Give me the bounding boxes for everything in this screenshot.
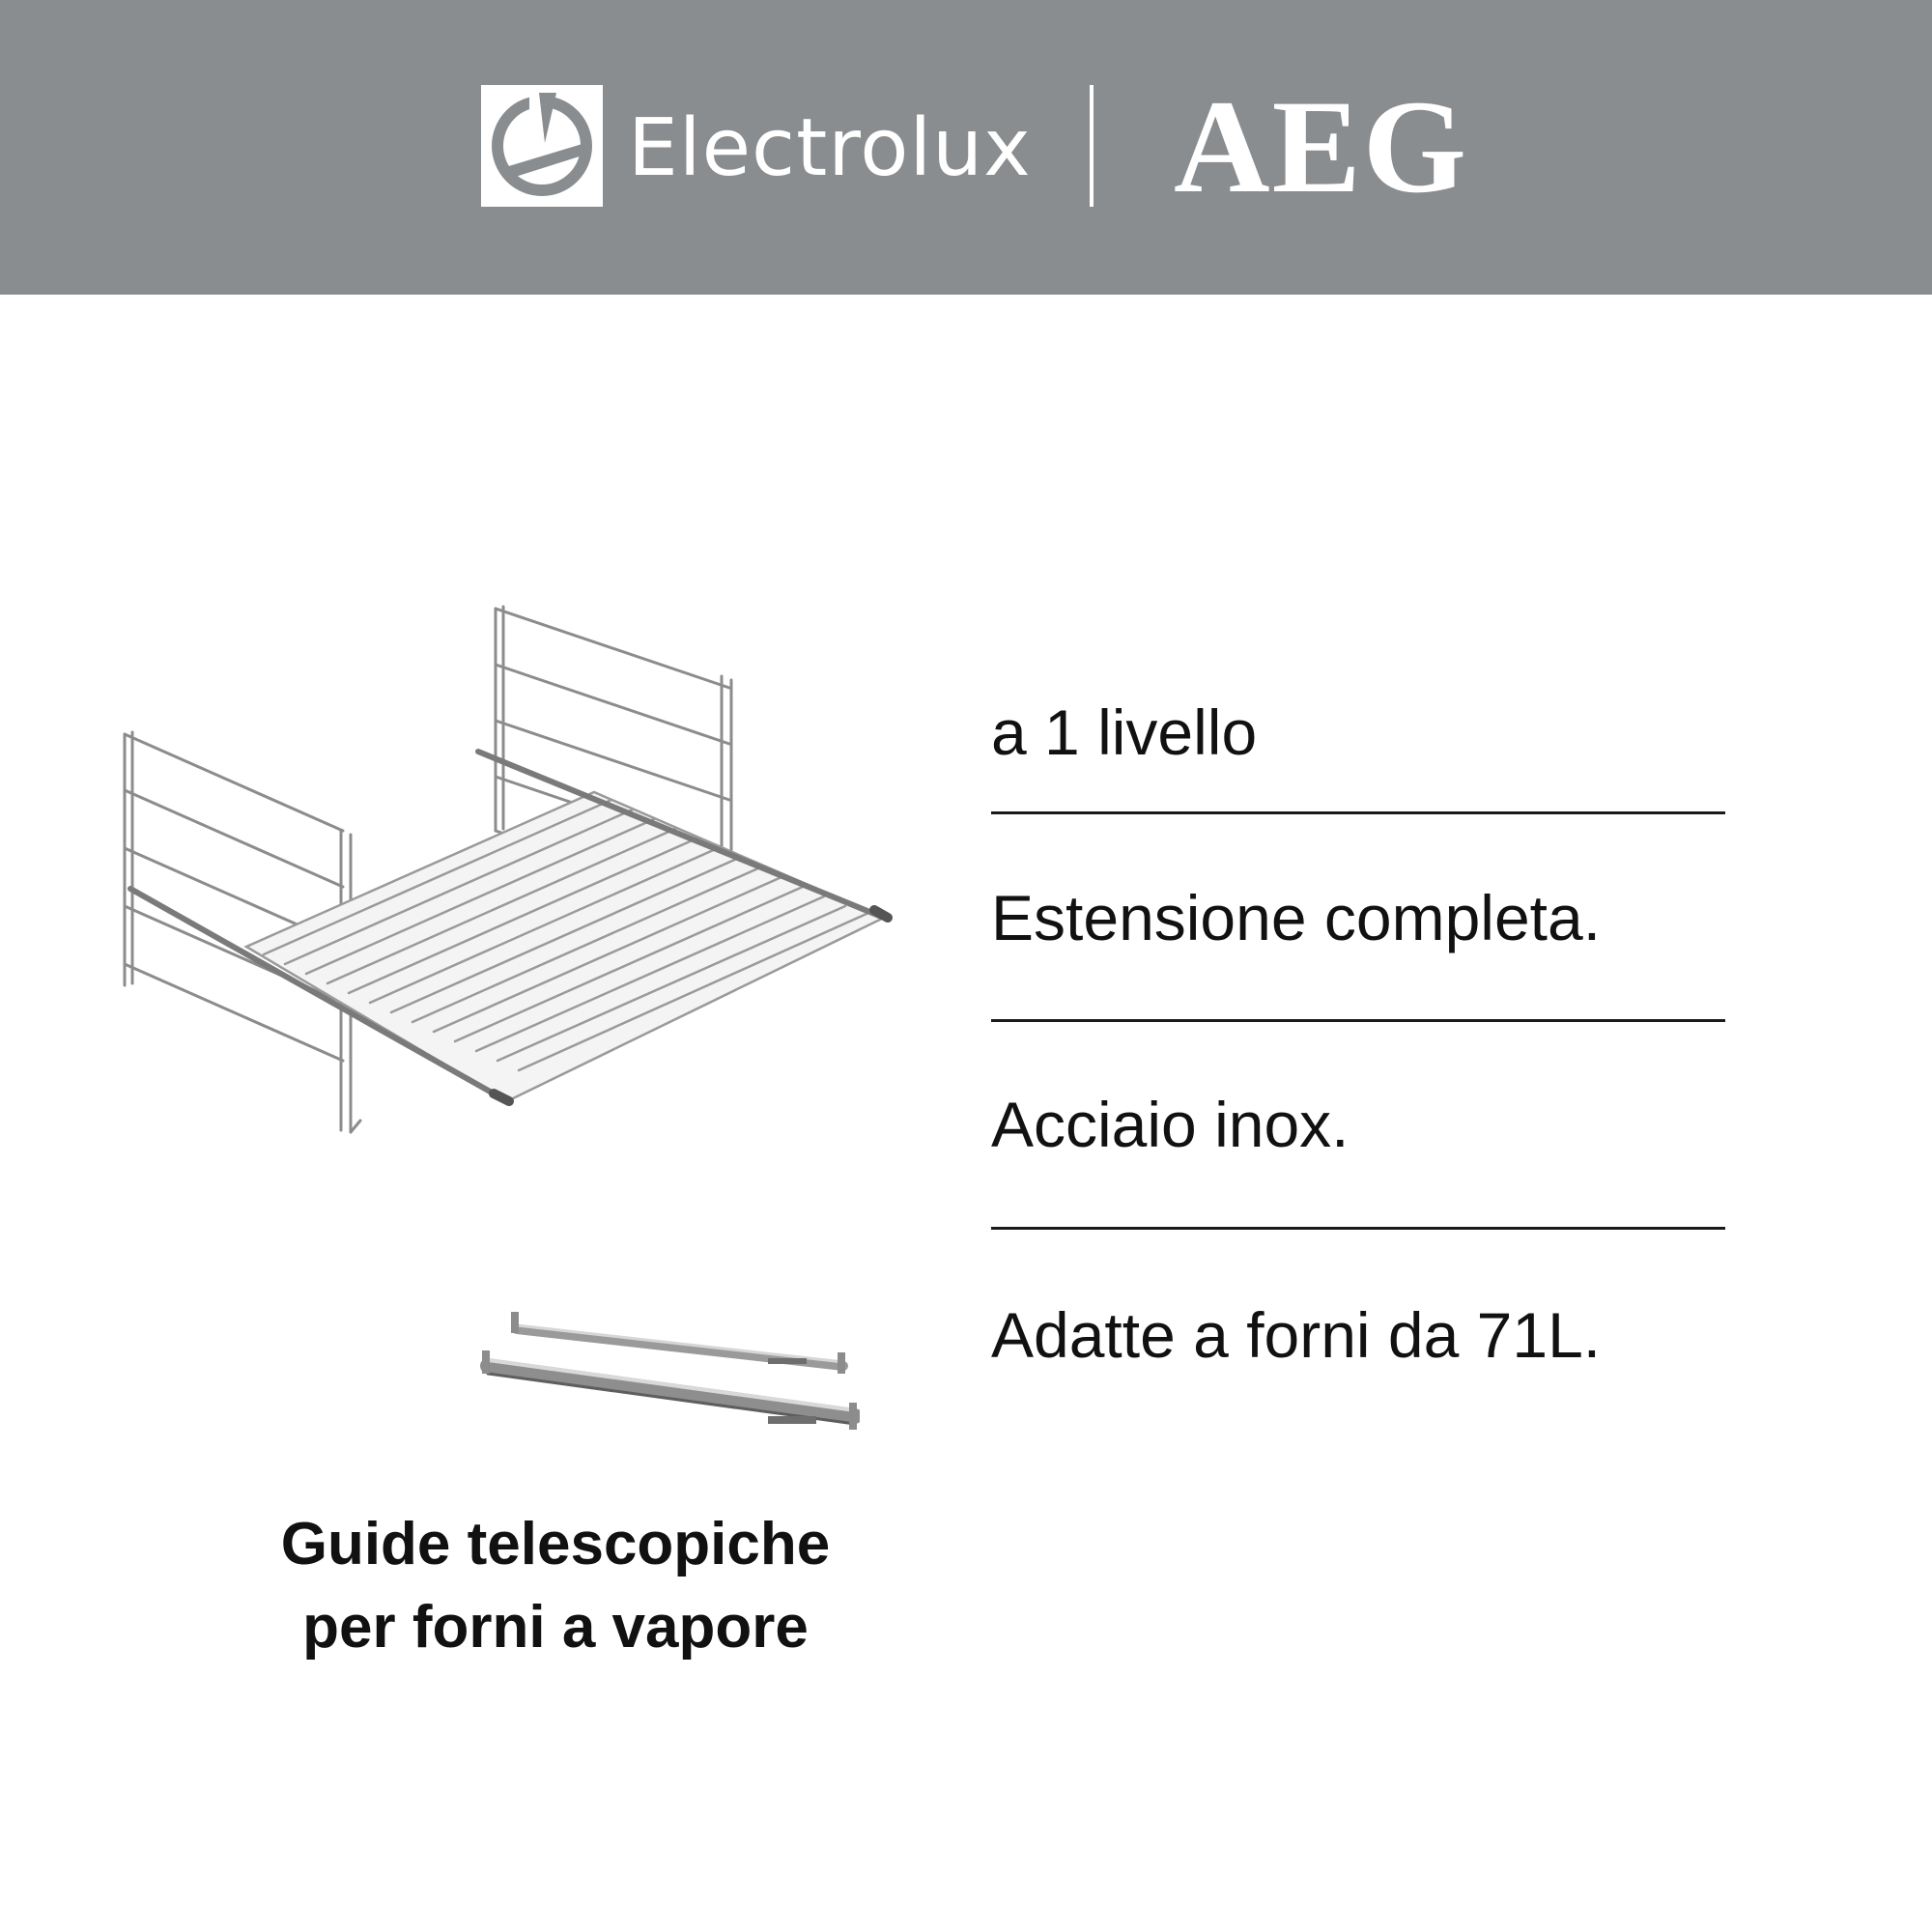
- feature-divider: [991, 1019, 1725, 1022]
- product-caption-line2: per forni a vapore: [302, 1594, 809, 1661]
- feature-levels: a 1 livello: [991, 696, 1258, 768]
- feature-extension: Estensione completa.: [991, 882, 1602, 953]
- brand-header: [0, 0, 1932, 295]
- feature-divider: [991, 811, 1725, 814]
- aeg-wordmark: AEG: [1174, 72, 1469, 220]
- feature-divider: [991, 1227, 1725, 1230]
- rail-back: [511, 1312, 845, 1374]
- feature-material: Acciaio inox.: [991, 1089, 1350, 1160]
- electrolux-logo-icon: [481, 85, 603, 207]
- product-caption-line1: Guide telescopiche: [280, 1511, 831, 1577]
- telescopic-rails-image: [478, 1302, 860, 1447]
- brand-divider: [1090, 85, 1094, 207]
- feature-compatibility: Adatte a forni da 71L.: [991, 1299, 1602, 1371]
- oven-rack-image: [111, 599, 903, 1150]
- electrolux-wordmark: Electrolux: [628, 102, 1032, 194]
